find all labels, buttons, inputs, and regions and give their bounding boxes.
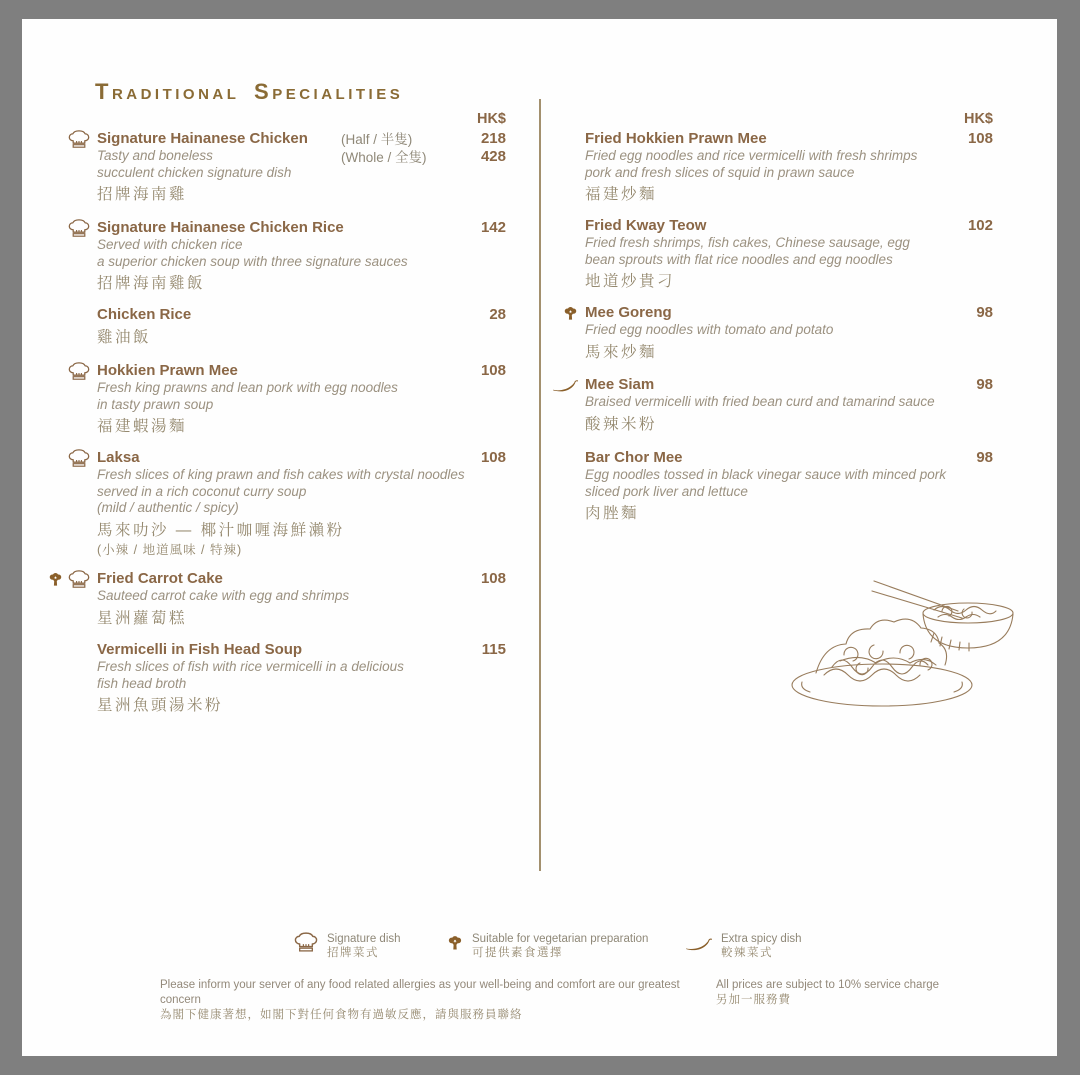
- menu-item-signature-hainanese-chicken: [97, 130, 506, 205]
- legend-label: Suitable for vegetarian preparation: [472, 933, 649, 945]
- column-divider: [539, 99, 541, 871]
- vegetarian-icon: [563, 306, 578, 321]
- item-desc: Tasty and boneless: [97, 148, 213, 163]
- item-desc: Fresh slices of fish with rice vermicelli in a delicious: [97, 659, 404, 674]
- menu-item-vermicelli-fish-head-soup: [97, 641, 506, 716]
- item-desc: bean sprouts with flat rice noodles and egg noodles: [585, 251, 893, 267]
- item-name: Signature Hainanese Chicken: [97, 130, 308, 147]
- item-name-zh: 福建炒麵: [585, 186, 658, 203]
- item-price: 142: [480, 219, 506, 236]
- item-price: 28: [489, 306, 506, 323]
- extra-spicy-icon: [552, 380, 578, 392]
- item-name-zh: 招牌海南雞飯: [97, 275, 206, 292]
- item-desc: fish head broth: [97, 675, 187, 691]
- service-charge-note-zh: 另加一服務費: [716, 994, 791, 1006]
- menu-item-chicken-rice: [97, 306, 506, 348]
- signature-dish-icon: [68, 362, 90, 381]
- allergy-note-en: Please inform your server of any food related allergies as your well-being and comfort are our greatest concern: [160, 979, 680, 1006]
- service-charge-note: [716, 978, 976, 1008]
- item-desc: (mild / authentic / spicy): [97, 500, 239, 515]
- item-price: 108: [480, 362, 506, 379]
- item-desc: Fried fresh shrimps, fish cakes, Chinese sausage, egg: [585, 235, 910, 250]
- item-price: 98: [976, 449, 993, 466]
- menu-item-laksa: [97, 449, 506, 558]
- menu-item-bar-chor-mee: [585, 449, 993, 524]
- menu-item-fried-carrot-cake: [97, 570, 506, 629]
- item-desc: Braised vermicelli with fried bean curd and tamarind sauce: [585, 394, 935, 409]
- legend-label: Signature dish: [327, 933, 401, 945]
- signature-dish-icon: [68, 219, 90, 238]
- item-name-zh: 福建蝦湯麵: [97, 418, 188, 435]
- item-name: Bar Chor Mee: [585, 449, 683, 466]
- service-charge-note-en: All prices are subject to 10% service charge: [716, 979, 940, 991]
- menu-item-mee-goreng: [585, 304, 993, 363]
- menu-item-fried-kway-teow: [585, 217, 993, 292]
- legend-label-zh: 可提供素食選擇: [472, 947, 563, 959]
- item-price: 115: [481, 641, 506, 658]
- item-desc: in tasty prawn soup: [97, 396, 214, 412]
- item-name-zh: 馬來叻沙 — 椰汁咖喱海鮮瀨粉: [97, 521, 345, 539]
- allergy-note: [160, 978, 700, 1023]
- item-desc: sliced pork liver and lettuce: [585, 483, 748, 499]
- legend-extra-spicy: [685, 932, 802, 961]
- legend-label-zh: 較辣菜式: [721, 947, 773, 959]
- item-desc: served in a rich coconut curry soup: [97, 483, 307, 499]
- menu-page: [22, 19, 1057, 1056]
- menu-item-hokkien-prawn-mee: [97, 362, 506, 437]
- legend-signature-dish: [294, 932, 401, 961]
- item-name: Vermicelli in Fish Head Soup: [97, 641, 303, 658]
- menu-item-fried-hokkien-prawn-mee: [585, 130, 993, 205]
- item-prices: [481, 130, 506, 166]
- currency-header: HK$: [476, 111, 506, 127]
- signature-dish-icon: [68, 570, 90, 589]
- vegetarian-icon: [48, 572, 63, 587]
- item-price: 102: [967, 217, 993, 234]
- item-name: Mee Goreng: [585, 304, 672, 321]
- item-name-zh: 雞油飯: [97, 329, 152, 346]
- item-name: Signature Hainanese Chicken Rice: [97, 219, 344, 236]
- legend-label: Extra spicy dish: [721, 933, 802, 945]
- item-name: Hokkien Prawn Mee: [97, 362, 238, 379]
- item-name: Fried Hokkien Prawn Mee: [585, 130, 767, 147]
- item-name: Laksa: [97, 449, 140, 466]
- item-price-whole: 428: [480, 148, 506, 165]
- item-name-zh: 地道炒貴刁: [585, 273, 676, 290]
- item-name: Fried Kway Teow: [585, 217, 707, 234]
- item-desc: a superior chicken soup with three signature sauces: [97, 253, 408, 269]
- item-price: 98: [976, 304, 993, 321]
- right-column: [585, 111, 993, 541]
- item-desc: Fresh king prawns and lean pork with egg noodles: [97, 380, 398, 395]
- item-desc: succulent chicken signature dish: [97, 164, 292, 180]
- item-name: Mee Siam: [585, 376, 655, 393]
- item-price: 108: [480, 570, 506, 587]
- item-note-zh: (小辣 / 地道風味 / 特辣): [97, 542, 243, 557]
- signature-dish-icon: [294, 932, 318, 953]
- item-desc: pork and fresh slices of squid in prawn sauce: [585, 164, 855, 180]
- signature-dish-icon: [68, 130, 90, 149]
- menu-item-signature-hainanese-chicken-rice: [97, 219, 506, 294]
- noodle-dish-illustration: [782, 569, 1022, 719]
- item-desc: Fried egg noodles with tomato and potato: [585, 322, 834, 337]
- item-name-zh: 馬來炒麵: [585, 343, 658, 361]
- left-column: [97, 111, 506, 759]
- signature-dish-icon: [68, 449, 90, 468]
- legend-vegetarian: [447, 932, 648, 961]
- menu-item-mee-siam: [585, 376, 993, 435]
- item-desc: Served with chicken rice: [97, 237, 243, 252]
- item-price: 98: [976, 376, 993, 393]
- item-desc: Fried egg noodles and rice vermicelli with fresh shrimps: [585, 148, 918, 163]
- item-desc: Egg noodles tossed in black vinegar sauce with minced pork: [585, 467, 946, 482]
- extra-spicy-icon: [685, 938, 712, 951]
- item-desc: Fresh slices of king prawn and fish cakes with crystal noodles: [97, 467, 465, 482]
- item-desc: Sauteed carrot cake with egg and shrimps: [97, 588, 350, 603]
- portion-labels: [341, 131, 427, 167]
- vegetarian-icon: [447, 935, 463, 951]
- item-name-zh: 招牌海南雞: [97, 186, 188, 203]
- allergy-note-zh: 為閣下健康著想，如閣下對任何食物有過敏反應，請與服務員聯絡: [160, 1009, 523, 1021]
- item-price-half: 218: [480, 130, 506, 147]
- item-name: Fried Carrot Cake: [97, 570, 223, 587]
- portion-label-half: (Half / 半隻): [341, 132, 413, 147]
- item-name-zh: 肉脞麵: [585, 505, 640, 522]
- item-name-zh: 酸辣米粉: [585, 415, 658, 433]
- item-name-zh: 星洲蘿蔔糕: [97, 609, 188, 627]
- item-price: 108: [480, 449, 506, 466]
- item-name-zh: 星洲魚頭湯米粉: [97, 697, 224, 714]
- portion-label-whole: (Whole / 全隻): [341, 150, 427, 165]
- legend-label-zh: 招牌菜式: [327, 947, 379, 959]
- item-price: 108: [967, 130, 993, 147]
- currency-header: HK$: [963, 111, 993, 127]
- page-title: Traditional Specialities: [95, 79, 404, 104]
- legend: [22, 932, 1057, 978]
- item-name: Chicken Rice: [97, 306, 192, 323]
